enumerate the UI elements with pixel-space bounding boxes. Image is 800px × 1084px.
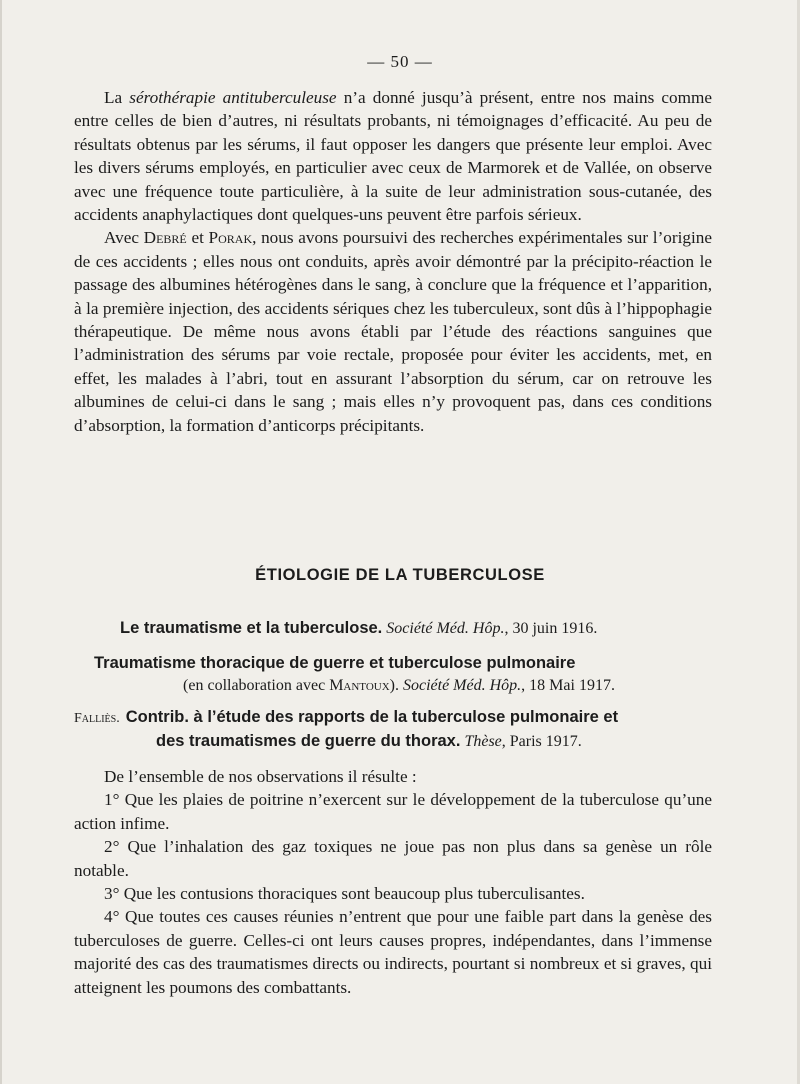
- reference-title-line1: Contrib. à l’étude des rapports de la tuberculose pulmonaire et: [125, 708, 619, 726]
- author-name-porak: Porak: [208, 228, 253, 248]
- reference-source: Société Méd. Hôp.: [402, 677, 522, 694]
- paragraph-body: , nous avons poursuivi des recherches expérimentales sur l’origine de ces accidents ; elles nous ont conduits, après avoir démontré par la précipito-réaction le passage des albumines hétérogènes dans le sang, à conclure que la fréquence et l’apparition, à la première injection, des accidents sériques chez les tuberculeux, sont dûs à l’hippophagie thérapeutique. De même nous avons établi par l’étude des réactions sanguines que l’administration des sérums par voie rectale, proposée pour éviter les accidents, met, en effet, les malades à l’abri, tout en assurant l’absorption du sérum, car on retrouve les albumines de celui-ci dans le sang ; mais elles n’y provoquent pas, dans ces conditions d’absorption, la formation d’anticorps précipitants.: [74, 228, 712, 435]
- conclusions: [74, 765, 712, 999]
- section-title: ÉTIOLOGIE DE LA TUBERCULOSE: [255, 566, 545, 584]
- page-number: — 50 —: [367, 52, 433, 71]
- page-edge-left: [0, 0, 2, 1084]
- reference-2: [94, 652, 734, 697]
- paragraph-lead: La: [104, 88, 130, 107]
- collab-prefix: (en collaboration avec: [183, 677, 330, 694]
- reference-date: , 18 Mai 1917.: [521, 677, 615, 694]
- reference-date: , 30 juin 1916.: [504, 620, 598, 637]
- conclusion-item: 3° Que les contusions thoraciques sont beaucoup plus tuberculisantes.: [104, 884, 585, 904]
- italic-term: sérothérapie antituberculeuse: [129, 88, 337, 107]
- conclusion-item: 2° Que l’inhalation des gaz toxiques ne joue pas non plus dans sa genèse un rôle notable.: [74, 837, 712, 880]
- reference-line2: [74, 730, 734, 753]
- author-name-debre: Debré: [143, 228, 187, 248]
- reference-title: Le traumatisme et la tuberculose.: [120, 619, 383, 637]
- reference-title: Traumatisme thoracique de guerre et tuberculose pulmonaire: [94, 654, 576, 672]
- paragraph-serotherapy: [74, 86, 712, 226]
- reference-date: , Paris 1917.: [501, 733, 582, 750]
- paragraph-research: [74, 226, 712, 437]
- paragraph-lead: Avec: [104, 228, 144, 248]
- conjunction: et: [186, 228, 209, 248]
- reference-source: Société Méd. Hôp.: [386, 620, 505, 637]
- reference-title-line2: des traumatismes de guerre du thorax.: [156, 732, 461, 750]
- collab-suffix: ).: [389, 677, 399, 694]
- intro-text: [74, 86, 712, 437]
- paragraph-body: n’a donné jusqu’à présent, entre nos mains comme entre celles de bien d’autres, ni résultats probants, ni témoignages d’efficacité. Au peu de résultats obtenus par les sérums, il faut opposer les dangers que présente leur emploi. Avec les divers sérums employés, en particulier avec ceux de Marmorek et de Vallée, on observe avec une fréquence toute particulière, à la suite de leur administration sous-cutanée, des accidents anaphylactiques dont quelques-uns peuvent être parfois sérieux.: [74, 88, 712, 225]
- reference-author: Falliès.: [74, 711, 120, 726]
- reference-1: [120, 617, 740, 640]
- conclusion-item: 1° Que les plaies de poitrine n’exercent sur le développement de la tuberculose qu’une action infime.: [74, 790, 712, 833]
- collab-name: Mantoux: [329, 677, 390, 694]
- reference-source: Thèse: [464, 733, 502, 750]
- reference-details: [94, 675, 734, 697]
- conclusion-item: 4° Que toutes ces causes réunies n’entrent que pour une faible part dans la genèse des tuberculoses de guerre. Celles-ci ont leurs causes propres, indépendantes, dans l’immense majorité des cas des traumatismes directs ou indirects, pourtant si nombreux et si graves, qui atteignent les poumons des combattants.: [74, 907, 712, 997]
- reference-3: [74, 706, 734, 753]
- conclusions-intro: De l’ensemble de nos observations il résulte :: [104, 767, 417, 786]
